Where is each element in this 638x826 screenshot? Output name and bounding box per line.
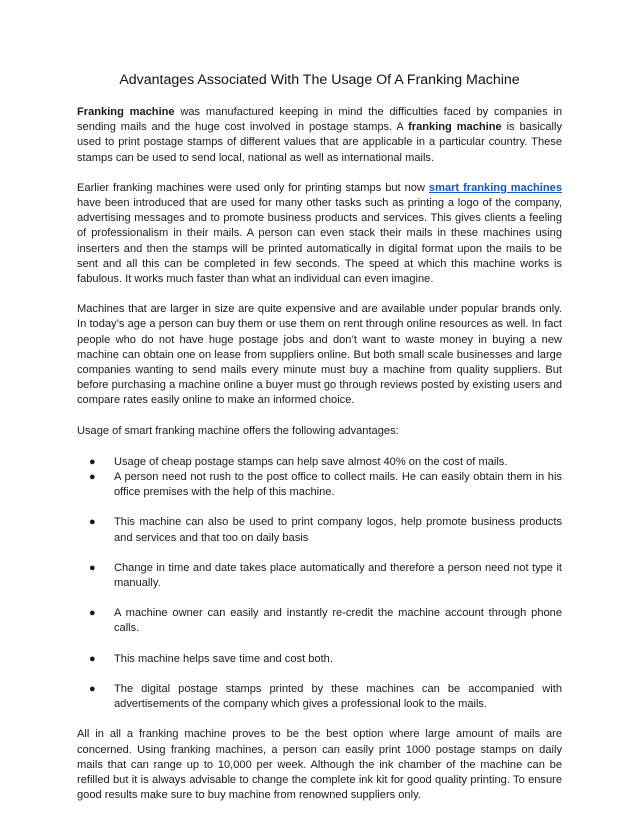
bullet-icon: ●	[89, 652, 96, 665]
paragraph-large-machines: Machines that are larger in size are quite expensive and are available under popular brands only. In today’s age a person can buy them or use them on rent through online resources as well. In fact people who do not have huge postage jobs and don’t want to waste money in buying a new machine can obtain one on lease from suppliers online. But both small scale businesses and large companies wanting to send mails every minute must buy a machine from quality suppliers. But before purchasing a machine online a buyer must go through reviews posted by existing users and compare rates easily online to make an informed choice.	[77, 303, 562, 407]
paragraph-advantages-intro: Usage of smart franking machine offers the following advantages:	[77, 424, 399, 437]
document-page	[77, 72, 562, 818]
keyword-franking-machine: Franking machine	[77, 106, 175, 118]
bullet-icon: ●	[89, 682, 96, 695]
list-item: ● A machine owner can easily and instantly re-credit the machine account through phone calls.	[89, 607, 562, 635]
bullet-icon: ●	[89, 455, 96, 468]
bullet-icon: ●	[89, 516, 96, 529]
paragraph-conclusion: All in all a franking machine proves to be the best option where large amount of mails are concerned. Using franking machines, a person can easily print 1000 postage stamps on daily mails that can range up to 10,000 per week. Although the ink chamber of the machine can be refilled but it is always advisable to change the complete ink kit for good quality printing. To ensure good results make sure to buy machine from renowned suppliers only.	[77, 728, 562, 802]
list-item: ● Change in time and date takes place automatically and therefore a person need not type it manually.	[89, 561, 562, 590]
list-item: ● Usage of cheap postage stamps can help save almost 40% on the cost of mails.	[77, 455, 562, 470]
list-item: ● This machine can also be used to print company logos, help promote business products and services and that too on daily basis	[89, 516, 562, 544]
keyword-franking-machine-2: franking machine	[408, 121, 502, 134]
list-item: ● The digital postage stamps printed by these machines can be accompanied with advertisements of the company which gives a professional look to the mails.	[89, 682, 562, 711]
advantages-list	[77, 455, 562, 712]
smart-franking-machines-link[interactable]: smart franking machines	[428, 181, 562, 194]
bullet-icon: ●	[89, 471, 96, 484]
paragraph-intro: Franking machine was manufactured keeping in mind the difficulties faced by companies in sending mails and the huge cost involved in postage stamps. A franking machine is basically used to print postage stamps of different values that are applicable in a particular country. These stamps can be used to send local, national as well as international mails.	[77, 106, 563, 164]
list-item: ● A person need not rush to the post office to collect mails. He can easily obtain them in his office premises with the help of this machine.	[89, 471, 562, 499]
bullet-icon: ●	[89, 561, 96, 574]
paragraph-smart-machines: Earlier franking machines were used only for printing stamps but now smart franking machines have been introduced that are used for many other tasks such as printing a logo of the company, advertising messages and to promote business products and services. This gives clients a feeling of professionalism in their mails. A person can even stack their mails in these machines using inserters and then the stamps will be printed automatically in digital format upon the mails to be sent and all this can be completed in few seconds. The speed at which this machine works is fabulous. It works much faster than what an individual can even imagine.	[77, 181, 562, 286]
document-title: Advantages Associated With The Usage Of A Franking Machine	[119, 72, 520, 88]
list-item: ● This machine helps save time and cost both.	[77, 652, 562, 667]
bullet-icon: ●	[89, 607, 96, 620]
